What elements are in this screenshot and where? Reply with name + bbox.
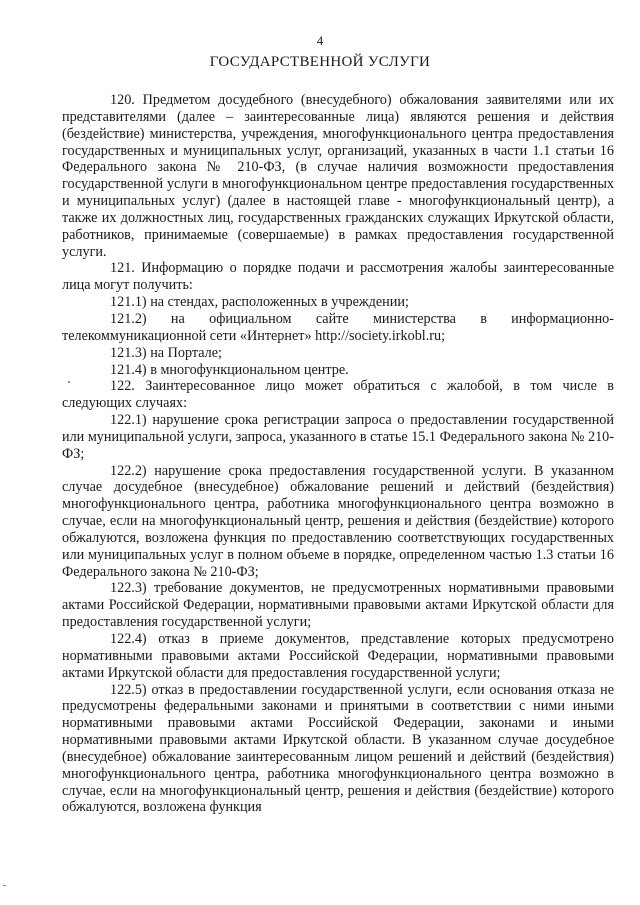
scan-speck — [3, 885, 6, 886]
paragraph-122-3: 122.3) требование документов, не предусмотренных нормативными правовыми актами Российской Федерации, нормативными правовыми актами Иркутской области для предоставления государственной услуги; — [62, 580, 614, 631]
paragraph-121: 121. Информацию о порядке подачи и рассмотрения жалобы заинтересованные лица могут получить: — [62, 260, 614, 294]
paragraph-122-4: 122.4) отказ в приеме документов, представление которых предусмотрено нормативными правовыми актами Российской Федерации, нормативными правовыми актами Иркутской области для предоставления государственной услуги; — [62, 631, 614, 681]
paragraph-121-1: 121.1) на стендах, расположенных в учреждении; — [110, 294, 409, 311]
paragraph-120: 120. Предметом досудебного (внесудебного) обжалования заявителями или их представителями (далее – заинтересованные лица) являются решения и действия (бездействие) министерства, учреждения, многофункционального центра предоставления государственных и муниципальных услуг, организаций, указанных в части 1.1 статьи 16 Федерального закона № 210-ФЗ, (в случае наличия возможности предоставления государственной услуги в многофункциональном центре предоставления государственных и муниципальных услуг) (далее в настоящей главе - многофункциональный центр), а также их должностных лиц, государственных гражданских служащих Иркутской области, работников, принимаемые (совершаемые) в рамках предоставления государственной услуги. — [62, 92, 614, 260]
document-body — [62, 92, 614, 816]
paragraph-122: 122. Заинтересованное лицо может обратиться с жалобой, в том числе в следующих случаях: — [62, 378, 614, 412]
section-title: ГОСУДАРСТВЕННОЙ УСЛУГИ — [209, 54, 431, 70]
paragraph-121-4: 121.4) в многофункциональном центре. — [110, 361, 349, 378]
paragraph-122-1: 122.1) нарушение срока регистрации запроса о предоставлении государственной или муниципальной услуги, запроса, указанного в статье 15.1 Федерального закона № 210-ФЗ; — [62, 412, 614, 462]
paragraph-122-2: 122.2) нарушение срока предоставления государственной услуги. В указанном случае досудебное (внесудебное) обжалование решений и действий (бездействия) многофункционального центра, работника многофункционального центра возможно в случае, если на многофункциональный центр, решения и действия (бездействие) которого обжалуются, возложена функция по предоставлению соответствующих государственных или муниципальных услуг в полном объеме в порядке, определенном частью 1.3 статьи 16 Федерального закона № 210-ФЗ; — [62, 462, 614, 580]
page-number: 4 — [316, 33, 324, 48]
scan-speck — [68, 381, 70, 383]
paragraph-121-3: 121.3) на Портале; — [110, 344, 222, 361]
paragraph-122-5: 122.5) отказ в предоставлении государственной услуги, если основания отказа не предусмотрены федеральными законами и принятыми в соответствии с ними иными нормативными правовыми актами Российской Федерации, законами и иными нормативными правовыми актами Иркутской области. В указанном случае досудебное (внесудебное) обжалование заинтересованным лицом решений и действий (бездействия) многофункционального центра, работника многофункционального центра возможно в случае, если на многофункциональный центр, решения и действия (бездействие) которого обжалуются, возложена функция — [62, 681, 614, 816]
paragraph-121-2: 121.2) на официальном сайте министерства в информационно-телекоммуникационной сети «Интернет» http://society.irkobl.ru; — [62, 310, 614, 344]
